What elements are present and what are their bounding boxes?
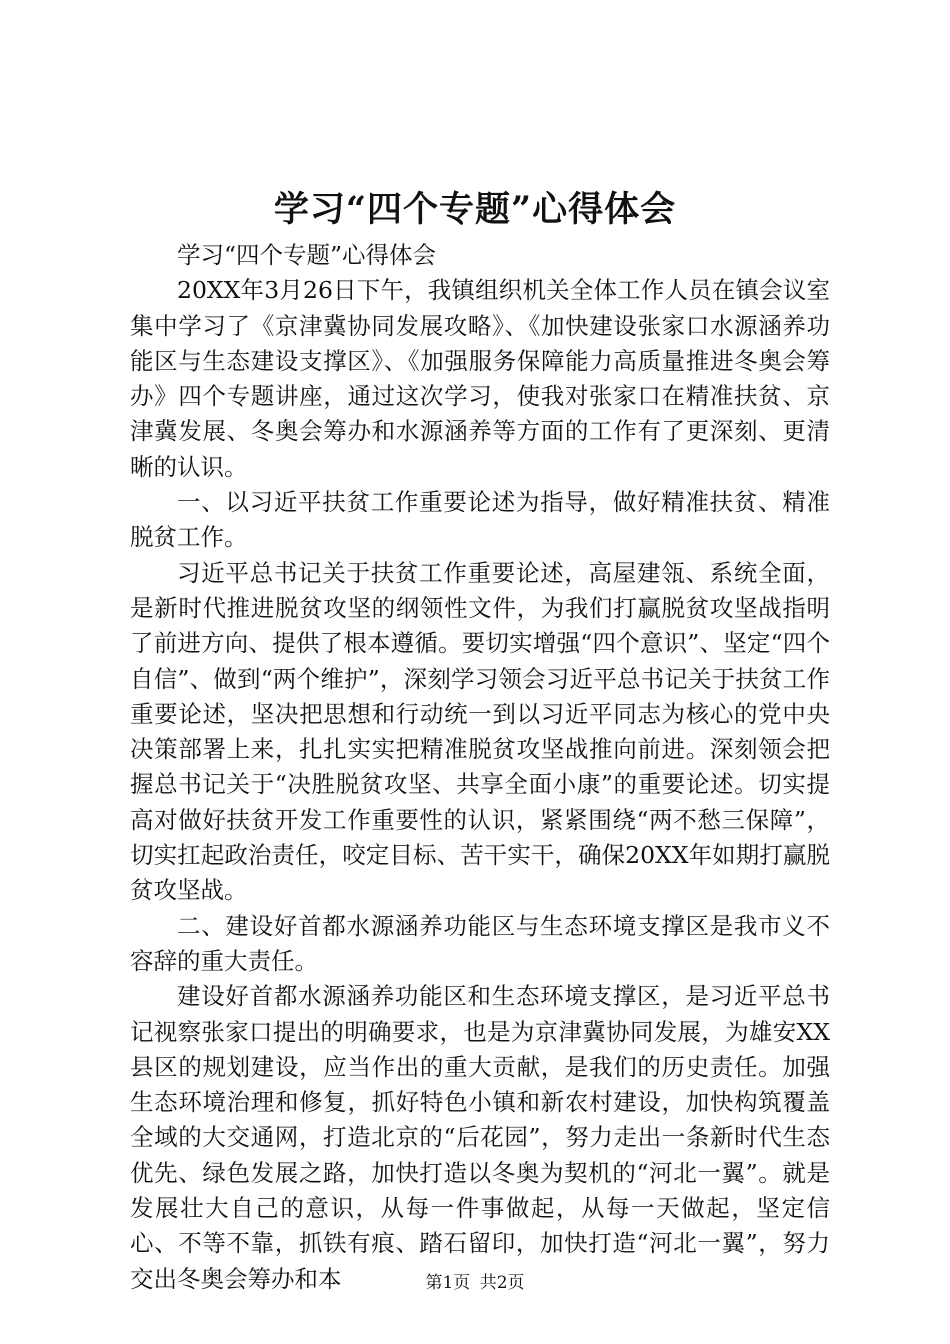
body-paragraph: 20XX年3月26日下午，我镇组织机关全体工作人员在镇会议室集中学习了《京津冀协同发展攻略》、《加快建设张家口水源涵养功能区与生态建设支撑区》、《加强服务保障能力高质量推进冬奥会筹办》四个专题讲座，通过这次学习，使我对张家口在精准扶贫、京津冀发展、冬奥会筹办和水源涵养等方面的工作有了更深刻、更清晰的认识。	[130, 276, 830, 481]
body-paragraph: 一、以习近平扶贫工作重要论述为指导，做好精准扶贫、精准脱贫工作。	[130, 488, 830, 552]
body-paragraph: 学习“四个专题”心得体会	[177, 241, 437, 269]
document-body	[130, 238, 830, 1297]
body-paragraph: 建设好首都水源涵养功能区和生态环境支撑区，是习近平总书记视察张家口提出的明确要求，也是为京津冀协同发展，为雄安XX县区的规划建设，应当作出的重大贡献，是我们的历史责任。加强生态环境治理和修复，抓好特色小镇和新农村建设，加快构筑覆盖全域的大交通网，打造北京的“后花园”，努力走出一条新时代生态优先、绿色发展之路，加快打造以冬奥为契机的“河北一翼”。就是发展壮大自己的意识，从每一件事做起，从每一天做起，坚定信心、不等不靠，抓铁有痕、踏石留印，加快打造“河北一翼”，努力交出冬奥会筹办和本	[130, 982, 830, 1293]
page-number-footer: 第1页 共2页	[425, 1273, 525, 1293]
body-paragraph: 习近平总书记关于扶贫工作重要论述，高屋建瓴、系统全面，是新时代推进脱贫攻坚的纲领性文件，为我们打赢脱贫攻坚战指明了前进方向、提供了根本遵循。要切实增强“四个意识”、坚定“四个自信”、做到“两个维护”，深刻学习领会习近平总书记关于扶贫工作重要论述，坚决把思想和行动统一到以习近平同志为核心的党中央决策部署上来，扎扎实实把精准脱贫攻坚战推向前进。深刻领会把握总书记关于“决胜脱贫攻坚、共享全面小康”的重要论述。切实提高对做好扶贫开发工作重要性的认识，紧紧围绕“两不愁三保障”，切实扛起政治责任，咬定目标、苦干实干，确保20XX年如期打赢脱贫攻坚战。	[130, 558, 830, 905]
document-title: 学习“四个专题”心得体会	[273, 189, 677, 230]
body-paragraph: 二、建设好首都水源涵养功能区与生态环境支撑区是我市义不容辞的重大责任。	[130, 911, 830, 975]
